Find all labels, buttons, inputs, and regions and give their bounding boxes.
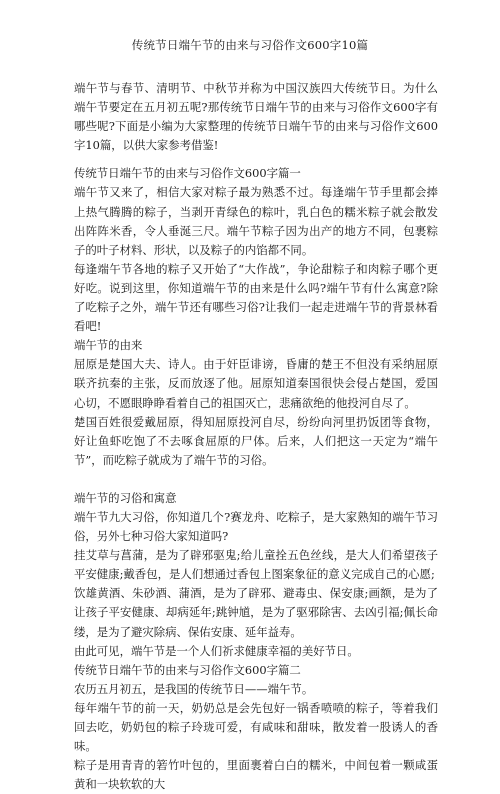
customs-paragraph: 挂艾草与菖蒲，是为了辟邪驱鬼;给儿童拴五色丝线，是大人们希望孩子平安健康;戴香包，是人们想通过香包上图案象征的意义完成自己的心愿; bbox=[74, 548, 438, 582]
page-title: 传统节日端午节的由来与习俗作文600字10篇 bbox=[131, 38, 369, 52]
essay2-heading: 传统节日端午节的由来与习俗作文600字篇二 bbox=[74, 662, 301, 677]
intro-paragraph: 端午节与春节、清明节、中秋节并称为中国汉族四大传统节日。为什么端午节要定在五月初五呢?那传统节日端午节的由来与习俗作文600字有哪些呢?下面是小编为大家整理的传统节日端午节的由来与习俗作文600字10篇，以供大家参考借鉴! bbox=[74, 81, 438, 153]
essay2-paragraph: 粽子是用青青的箬竹叶包的，里面裹着白白的糯米，中间包着一颗咸蛋黄和一块软软的大 bbox=[74, 758, 438, 792]
customs-paragraph: 由此可见，端午节是一个人们祈求健康幸福的美好节日。 bbox=[74, 643, 359, 658]
essay2-paragraph: 农历五月初五，是我国的传统节日——端午节。 bbox=[74, 681, 314, 696]
essay1-heading: 传统节日端午节的由来与习俗作文600字篇一 bbox=[74, 166, 301, 181]
essay1-paragraph: 每逢端午节各地的粽子又开始了“大作战”，争论甜粽子和肉粽子哪个更好吃。说到这里，你知道端午节的由来是什么吗?端午节有什么寓意?除了吃粽子之外，端午节还有哪些习俗?让我们一起走进端午节的背景林看看吧! bbox=[74, 261, 438, 334]
customs-heading: 端午节的习俗和寓意 bbox=[74, 490, 177, 505]
article-body bbox=[74, 79, 438, 794]
origin-paragraph: 屈原是楚国大夫、诗人。由于奸臣诽谤，昏庸的楚王不但没有采纳屈原联齐抗秦的主张，反而放逐了他。屈原知道秦国很快会侵占楚国，爱国心切，不愿眼睁睁看着自己的祖国灭亡，悲痛欲绝的他投河自尽了。 bbox=[74, 357, 438, 410]
origin-paragraph: 楚国百姓很爱戴屈原，得知屈原投河自尽，纷纷向河里扔饭团等食物，好让鱼虾吃饱了不去啄食屈原的尸体。后来，人们把这一天定为“端午节”，而吃粽子就成为了端午节的习俗。 bbox=[74, 414, 438, 467]
customs-paragraph: 饮雄黄酒、朱砂酒、蒲酒，是为了辟邪、避毒虫、保安康;画额，是为了让孩子平安健康、却病延年;跳钟馗，是为了驱邪除害、去凶引福;佩长命缕，是为了避灾除病、保佑安康、延年益寿。 bbox=[74, 586, 438, 639]
customs-paragraph: 端午节九大习俗，你知道几个?赛龙舟、吃粽子，是大家熟知的端午节习俗，另外七种习俗大家知道吗? bbox=[74, 509, 438, 544]
essay2-paragraph: 每年端午节的前一天，奶奶总是会先包好一锅香喷喷的粽子，等着我们回去吃，奶奶包的粽子玲珑可爱，有咸味和甜味，散发着一股诱人的香味。 bbox=[74, 700, 438, 754]
origin-heading: 端午节的由来 bbox=[74, 338, 143, 353]
essay1-paragraph: 端午节又来了，相信大家对粽子最为熟悉不过。每逢端午节手里都会捧上热气腾腾的粽子，当剥开青绿色的粽叶，乳白色的糯米粽子就会散发出阵阵米香，令人垂涎三尺。端午节粽子因为出产的地方不同，包裹粽子的叶子材料、形状，以及粽子的内馅都不同。 bbox=[74, 185, 438, 257]
